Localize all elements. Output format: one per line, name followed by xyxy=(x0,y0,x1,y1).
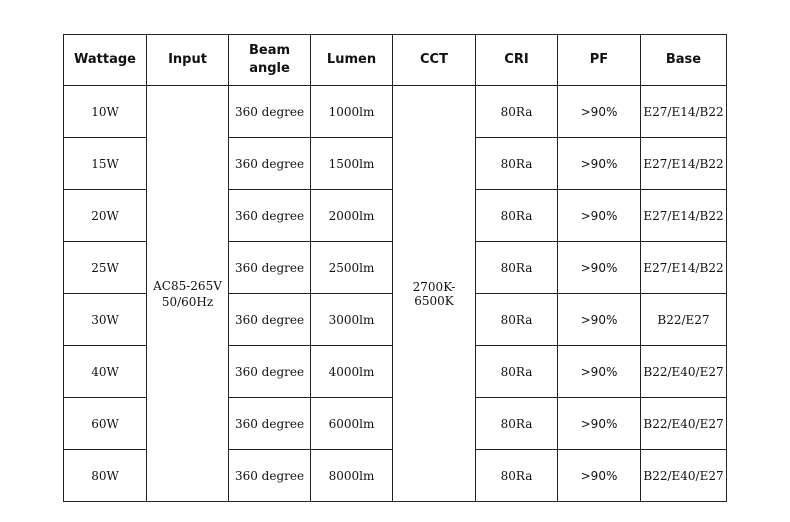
cell-cri: 80Ra xyxy=(476,398,558,450)
cell-pf: >90% xyxy=(558,398,641,450)
cell-base: B22/E40/E27 xyxy=(641,450,727,502)
cell-wattage: 40W xyxy=(64,346,147,398)
cell-input: AC85-265V 50/60Hz xyxy=(147,86,229,502)
spec-table xyxy=(63,34,727,502)
cell-beam-angle: 360 degree xyxy=(229,86,311,138)
cell-wattage: 60W xyxy=(64,398,147,450)
cell-lumen: 6000lm xyxy=(311,398,393,450)
cell-base: E27/E14/B22 xyxy=(641,190,727,242)
cell-beam-angle: 360 degree xyxy=(229,346,311,398)
table-row xyxy=(64,86,727,138)
cell-beam-angle: 360 degree xyxy=(229,242,311,294)
cell-wattage: 15W xyxy=(64,138,147,190)
cell-pf: >90% xyxy=(558,242,641,294)
cell-base: B22/E27 xyxy=(641,294,727,346)
cell-base: B22/E40/E27 xyxy=(641,346,727,398)
cell-pf: >90% xyxy=(558,86,641,138)
cell-lumen: 4000lm xyxy=(311,346,393,398)
header-cct: CCT xyxy=(393,35,476,86)
header-cri: CRI xyxy=(476,35,558,86)
cell-lumen: 3000lm xyxy=(311,294,393,346)
cell-beam-angle: 360 degree xyxy=(229,190,311,242)
cell-cri: 80Ra xyxy=(476,86,558,138)
cell-cri: 80Ra xyxy=(476,190,558,242)
cell-cri: 80Ra xyxy=(476,294,558,346)
cell-lumen: 1000lm xyxy=(311,86,393,138)
cell-base: E27/E14/B22 xyxy=(641,86,727,138)
cell-beam-angle: 360 degree xyxy=(229,450,311,502)
cell-wattage: 10W xyxy=(64,86,147,138)
cell-lumen: 8000lm xyxy=(311,450,393,502)
cell-lumen: 2500lm xyxy=(311,242,393,294)
cell-lumen: 2000lm xyxy=(311,190,393,242)
cell-base: E27/E14/B22 xyxy=(641,138,727,190)
cell-cct: 2700K-6500K xyxy=(393,86,476,502)
cell-pf: >90% xyxy=(558,190,641,242)
cell-base: E27/E14/B22 xyxy=(641,242,727,294)
cell-beam-angle: 360 degree xyxy=(229,294,311,346)
cell-beam-angle: 360 degree xyxy=(229,398,311,450)
cell-lumen: 1500lm xyxy=(311,138,393,190)
cell-cri: 80Ra xyxy=(476,346,558,398)
cell-base: B22/E40/E27 xyxy=(641,398,727,450)
cell-pf: >90% xyxy=(558,138,641,190)
cell-cri: 80Ra xyxy=(476,138,558,190)
cell-wattage: 25W xyxy=(64,242,147,294)
header-input: Input xyxy=(147,35,229,86)
cell-wattage: 80W xyxy=(64,450,147,502)
cell-wattage: 30W xyxy=(64,294,147,346)
header-base: Base xyxy=(641,35,727,86)
header-wattage: Wattage xyxy=(64,35,147,86)
cell-wattage: 20W xyxy=(64,190,147,242)
cell-beam-angle: 360 degree xyxy=(229,138,311,190)
cell-pf: >90% xyxy=(558,346,641,398)
header-lumen: Lumen xyxy=(311,35,393,86)
cell-pf: >90% xyxy=(558,450,641,502)
cell-pf: >90% xyxy=(558,294,641,346)
header-pf: PF xyxy=(558,35,641,86)
header-row xyxy=(64,35,727,86)
header-beam-angle: Beam angle xyxy=(229,35,311,86)
cell-cri: 80Ra xyxy=(476,242,558,294)
cell-cri: 80Ra xyxy=(476,450,558,502)
